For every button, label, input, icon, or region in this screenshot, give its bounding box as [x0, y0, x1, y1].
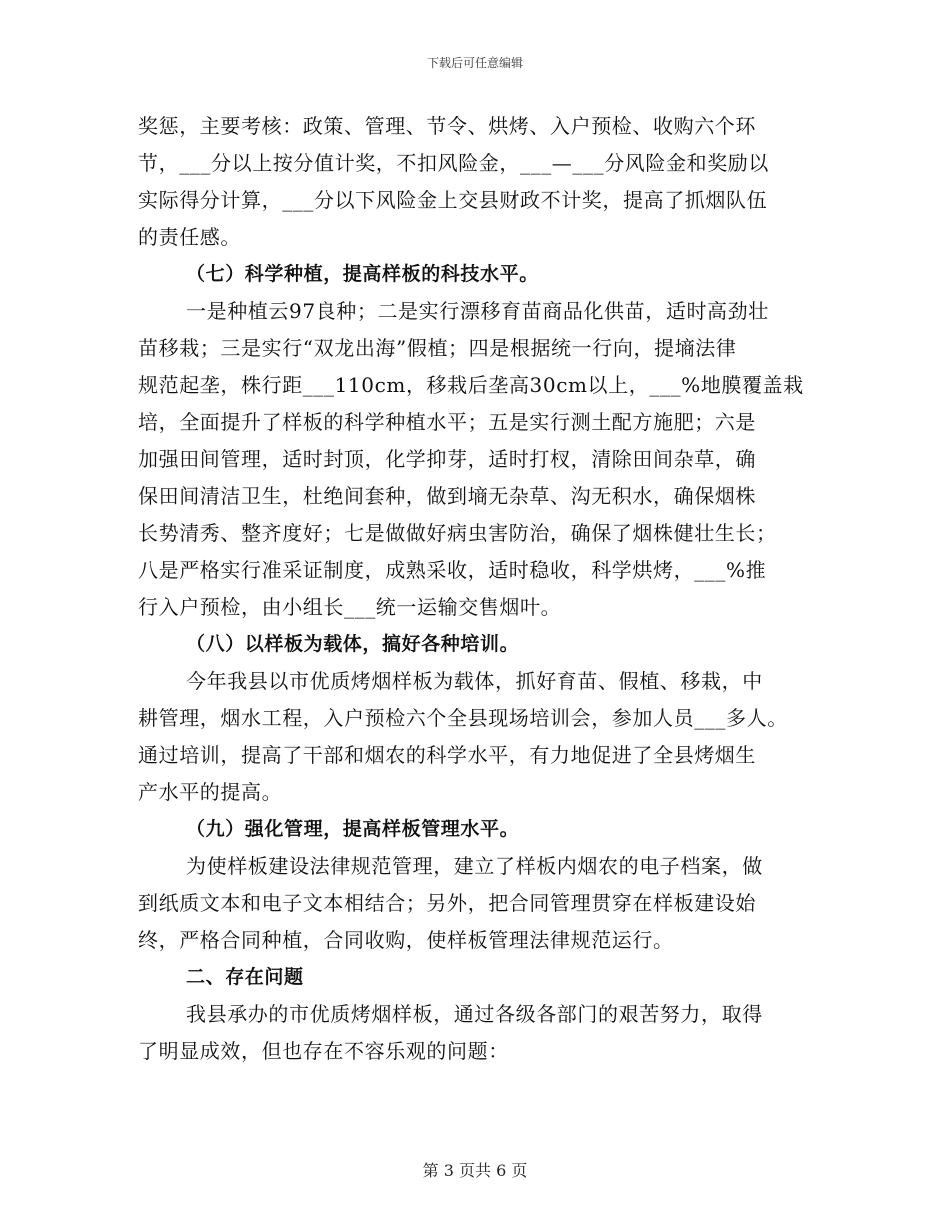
- paragraph-line: 节，___分以上按分值计奖，不扣风险金，___—___分风险金和奖励以: [138, 151, 769, 175]
- paragraph-line: 了明显成效，但也存在不容乐观的问题：: [138, 1039, 509, 1063]
- section-heading: （九）强化管理，提高样板管理水平。: [186, 818, 520, 840]
- paragraph-line: 加强田间管理，适时封顶，化学抑芽，适时打杈，清除田间杂草，确: [138, 447, 756, 471]
- paragraph-line: 培，全面提升了样板的科学种植水平；五是实行测土配方施肥；六是: [138, 410, 756, 434]
- paragraph-line: 八是严格实行准采证制度，成熟采收，适时稳收，科学烘烤，___%推: [138, 558, 767, 582]
- paragraph-line: 到纸质文本和电子文本相结合；另外，把合同管理贯穿在样板建设始: [138, 891, 756, 915]
- paragraph-line: 终，严格合同种植，合同收购，使样板管理法律规范运行。: [138, 928, 674, 952]
- paragraph-line: 奖惩，主要考核：政策、管理、节令、烘烤、入户预检、收购六个环: [138, 114, 756, 138]
- page-number: 第 3 页共 6 页: [422, 1161, 528, 1180]
- section-heading: （七）科学种植，提高样板的科技水平。: [186, 263, 539, 285]
- paragraph-line: 实际得分计算，___分以下风险金上交县财政不计奖，提高了抓烟队伍: [138, 188, 768, 212]
- paragraph-line: 一是种植云97良种；二是实行漂移育苗商品化供苗，适时高劲壮: [186, 299, 769, 323]
- paragraph-line: 我县承办的市优质烤烟样板，通过各级各部门的艰苦努力，取得: [186, 1002, 763, 1026]
- document-body: [138, 108, 828, 1070]
- paragraph-line: 通过培训，提高了干部和烟农的科学水平，有力地促进了全县烤烟生: [138, 743, 756, 767]
- paragraph-line: 保田间清洁卫生，杜绝间套种，做到墒无杂草、沟无积水，确保烟株: [138, 484, 756, 508]
- paragraph-line: 苗移栽；三是实行“双龙出海”假植；四是根据统一行向，提墒法律: [138, 336, 737, 360]
- paragraph-line: 今年我县以市优质烤烟样板为载体，抓好育苗、假植、移栽，中: [186, 669, 763, 693]
- section-heading: 二、存在问题: [186, 966, 304, 988]
- paragraph-line: 行入户预检，由小组长___统一运输交售烟叶。: [138, 595, 562, 619]
- paragraph-line: 为使样板建设法律规范管理，建立了样板内烟农的电子档案，做: [186, 854, 763, 878]
- paragraph-line: 产水平的提高。: [138, 780, 283, 804]
- paragraph-line: 耕管理，烟水工程，入户预检六个全县现场培训会，参加人员___多人。: [138, 706, 788, 730]
- paragraph-line: 长势清秀、整齐度好；七是做做好病虫害防治，确保了烟株健壮生长；: [138, 521, 777, 545]
- page-header: 下载后可任意编辑: [426, 56, 523, 70]
- section-heading: （八）以样板为载体，搞好各种培训。: [186, 633, 520, 655]
- paragraph-line: 规范起垄，株行距___110cm，移栽后垄高30cm以上，___%地膜覆盖栽: [138, 373, 804, 397]
- paragraph-line: 的责任感。: [138, 225, 241, 249]
